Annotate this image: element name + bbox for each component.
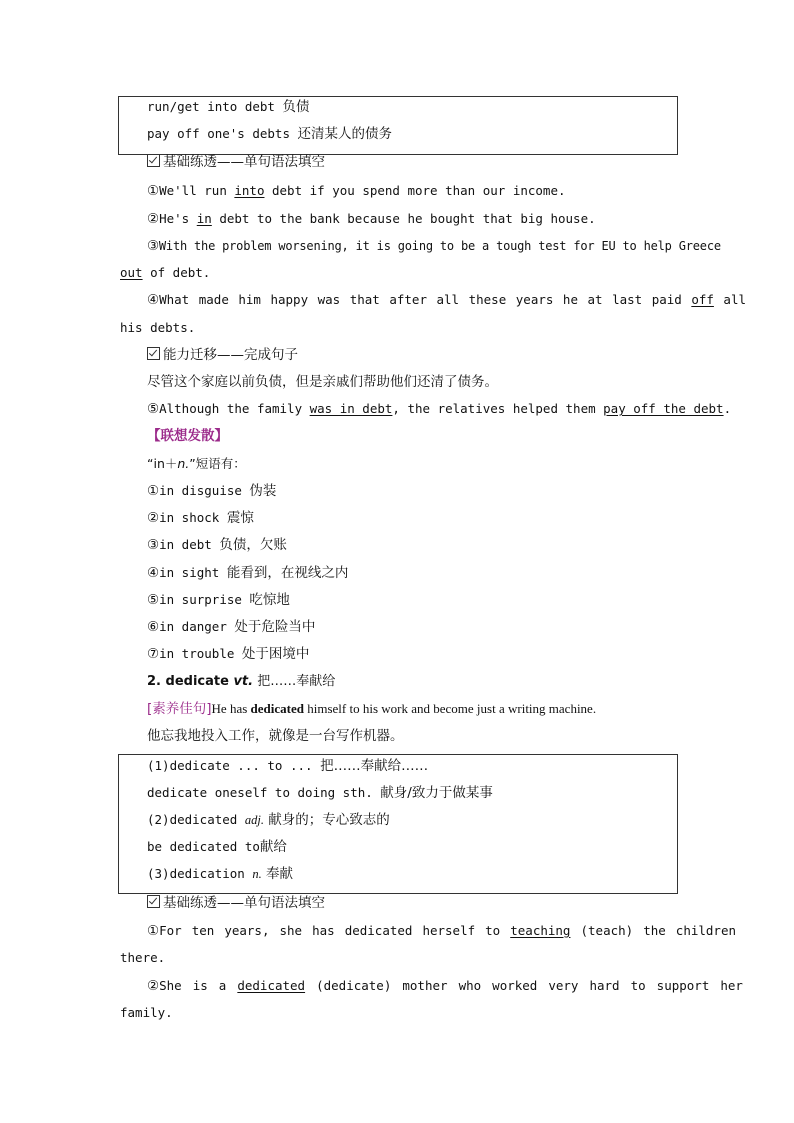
answer-blank: pay off the debt <box>603 401 724 416</box>
exercise-q5: ⑤Although the family was in debt, the relatives helped them pay off the debt. <box>147 401 732 417</box>
answer-blank: in <box>196 211 212 226</box>
exercise-q3-line1: ③With the problem worsening, it is going to be a tough test for EU to help Greece <box>147 238 721 254</box>
exercise3-q2-line1: ②She is a dedicated (dedicate) mother who worked very hard to support her <box>147 978 743 994</box>
exercise-header-basic: 基础练透——单句语法填空 <box>147 153 325 171</box>
answer-blank: dedicated <box>237 978 306 993</box>
example-sentence: [素养佳句]He has dedicated himself to his work and become just a writing machine. <box>147 701 597 717</box>
box2-line-4: be dedicated to献给 <box>147 839 287 855</box>
exercise-q3-line2: out of debt. <box>120 265 211 280</box>
checkbox-icon <box>147 154 160 167</box>
exercise-header-basic-2: 基础练透——单句语法填空 <box>147 894 325 912</box>
example-tag: [素养佳句] <box>147 701 212 717</box>
box1-line-1: run/get into debt 负债 <box>147 99 310 115</box>
exercise-q1: ①We'll run into debt if you spend more than our income. <box>147 183 566 199</box>
box2-line-5: (3)dedication n. 奉献 <box>147 866 294 882</box>
answer-blank: was in debt <box>309 401 393 416</box>
box2-line-1: (1)dedicate ... to ... 把……奉献给…… <box>147 758 429 774</box>
example-sentence-cn: 他忘我地投入工作，就像是一台写作机器。 <box>147 728 404 744</box>
answer-blank: into <box>234 183 265 198</box>
checkbox-icon <box>147 895 160 908</box>
association-item-6: ⑥in danger 处于危险当中 <box>147 619 316 635</box>
exercise-q4-line1: ④What made him happy was that after all these years he at last paid off all <box>147 292 747 308</box>
answer-blank: off <box>691 292 714 307</box>
association-item-4: ④in sight 能看到，在视线之内 <box>147 565 349 581</box>
word-heading-dedicate: 2. dedicate vt. 把……奉献给 <box>147 674 336 689</box>
association-item-7: ⑦in trouble 处于困境中 <box>147 646 310 662</box>
box1-line-2: pay off one's debts 还清某人的债务 <box>147 126 393 142</box>
ability-cn-sentence: 尽管这个家庭以前负债，但是亲戚们帮助他们还清了债务。 <box>147 374 498 390</box>
exercise-q2: ②He's in debt to the bank because he bought that big house. <box>147 211 596 227</box>
association-item-1: ①in disguise 伪装 <box>147 483 277 499</box>
exercise3-q2-line2: family. <box>120 1005 173 1020</box>
exercise3-q1-line2: there. <box>120 950 166 965</box>
answer-blank: out <box>120 265 143 280</box>
answer-blank: teaching <box>510 923 571 938</box>
exercise-header-ability: 能力迁移——完成句子 <box>147 346 298 364</box>
association-item-5: ⑤in surprise 吃惊地 <box>147 592 290 608</box>
association-item-3: ③in debt 负债，欠账 <box>147 537 287 553</box>
exercise3-q1-line1: ①For ten years, she has dedicated herself to teaching (teach) the children <box>147 923 737 939</box>
box2-line-3: (2)dedicated adj. 献身的；专心致志的 <box>147 812 390 828</box>
association-title: 【联想发散】 <box>147 428 228 444</box>
box2-line-2: dedicate oneself to doing sth. 献身/致力于做某事 <box>147 785 493 801</box>
checkbox-icon <box>147 347 160 360</box>
association-intro: “in＋n.”短语有： <box>147 456 246 471</box>
exercise-q4-line2: his debts. <box>120 320 196 335</box>
association-item-2: ②in shock 震惊 <box>147 510 254 526</box>
